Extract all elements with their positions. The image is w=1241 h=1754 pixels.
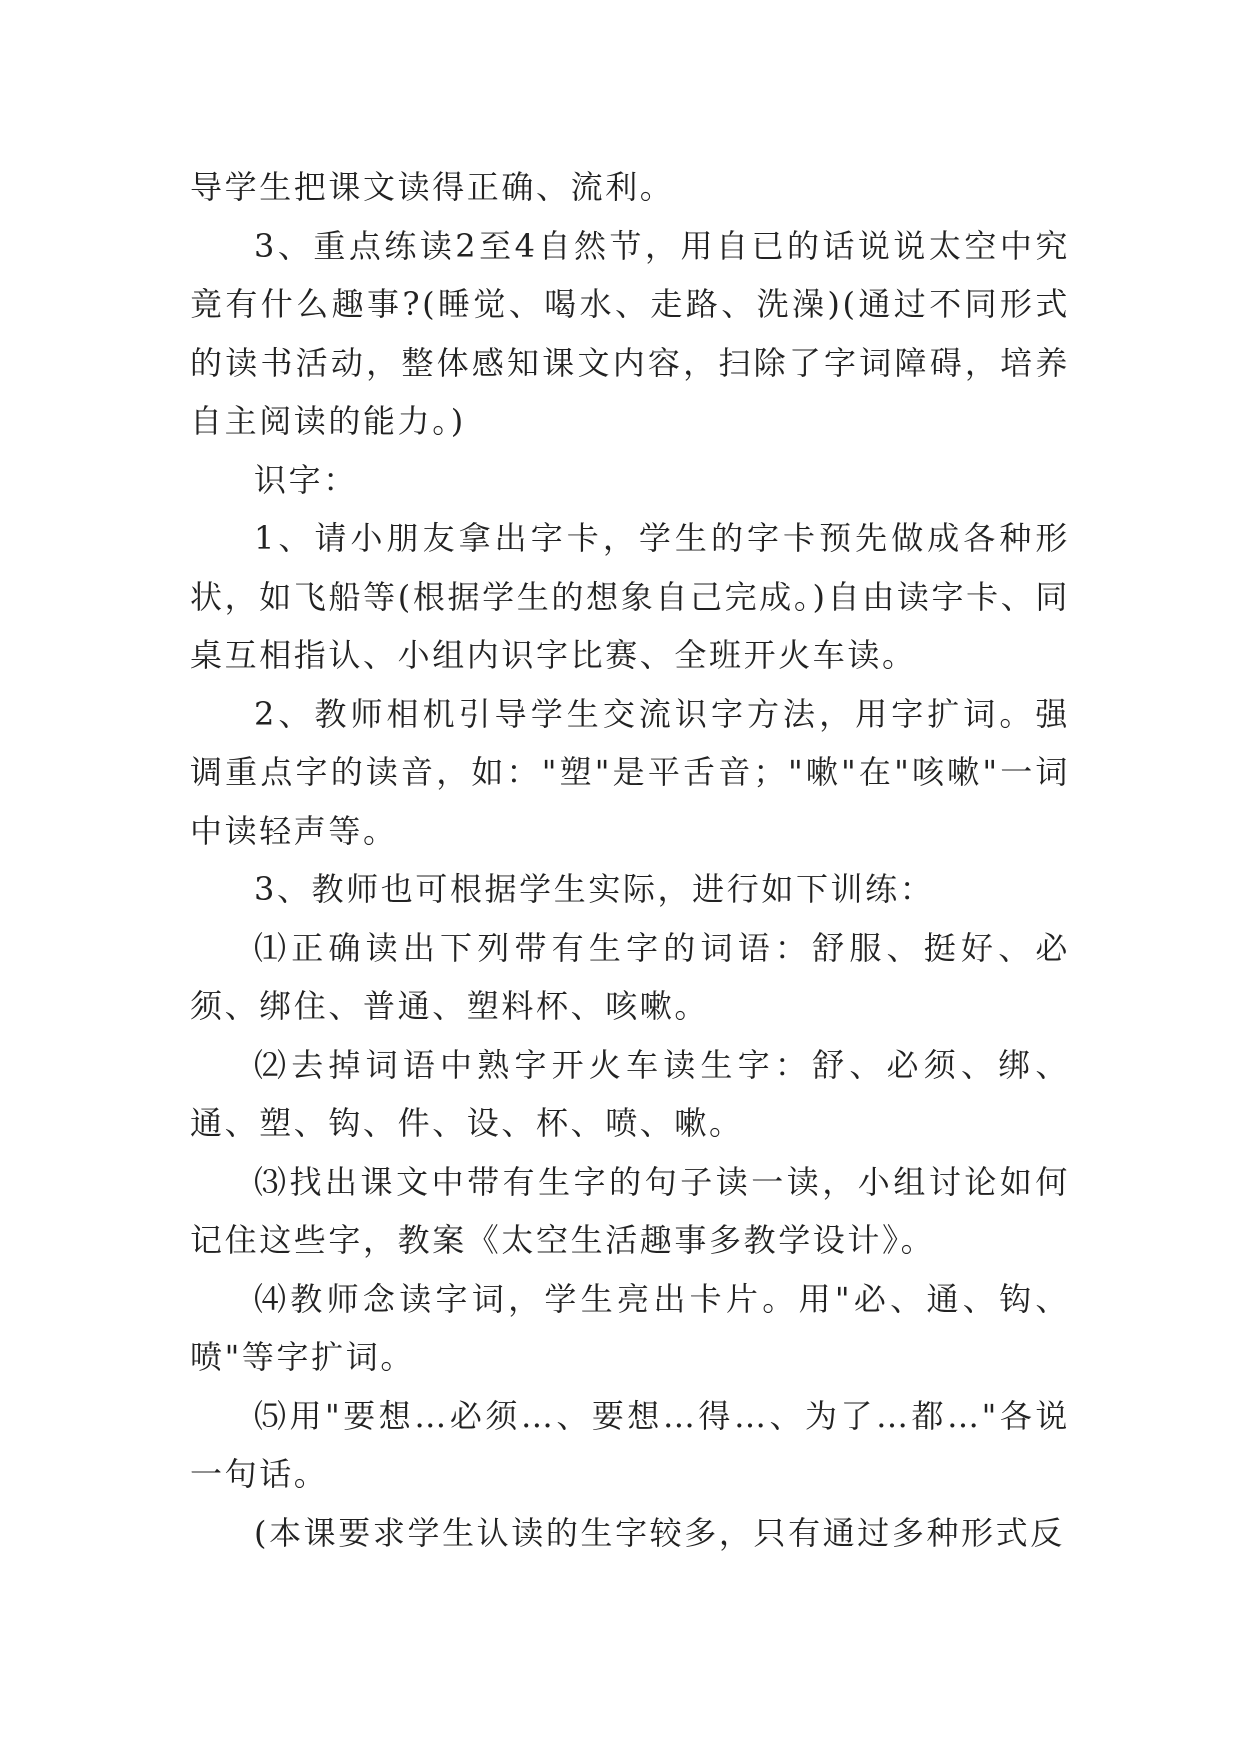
- paragraph-8: ⑵去掉词语中熟字开火车读生字：舒、必须、绑、通、塑、钩、件、设、杯、喷、嗽。: [190, 1045, 1070, 1142]
- paragraph-12: (本课要求学生认读的生字较多，只有通过多种形式反: [254, 1513, 1065, 1552]
- paragraph-2: 3、重点练读2至4自然节，用自已的话说说太空中究竟有什么趣事?(睡觉、喝水、走路、洗澡)(通过不同形式的读书活动，整体感知课文内容，扫除了字词障碍，培养自主阅读的能力。): [190, 226, 1070, 440]
- paragraph-4: 1、请小朋友拿出字卡，学生的字卡预先做成各种形状，如飞船等(根据学生的想象自己完成。)自由读字卡、同桌互相指认、小组内识字比赛、全班开火车读。: [190, 519, 1070, 674]
- paragraph-5: 2、教师相机引导学生交流识字方法，用字扩词。强调重点字的读音，如："塑"是平舌音；"嗽"在"咳嗽"一词中读轻声等。: [190, 694, 1070, 850]
- paragraph-10: ⑷教师念读字词，学生亮出卡片。用"必、通、钩、喷"等字扩词。: [190, 1279, 1070, 1376]
- paragraph-1: 导学生把课文读得正确、流利。: [190, 168, 675, 206]
- paragraph-6: 3、教师也可根据学生实际，进行如下训练：: [254, 870, 935, 908]
- paragraph-3: 识字：: [254, 460, 358, 499]
- paragraph-7: ⑴正确读出下列带有生字的词语：舒服、挺好、必须、绑住、普通、塑料杯、咳嗽。: [190, 928, 1070, 1025]
- paragraph-11: ⑸用"要想…必须…、要想…得…、为了…都…"各说一句话。: [190, 1396, 1070, 1493]
- paragraph-9: ⑶找出课文中带有生字的句子读一读，小组讨论如何记住这些字，教案《太空生活趣事多教学设计》。: [190, 1162, 1070, 1259]
- document-body: [190, 158, 1070, 1562]
